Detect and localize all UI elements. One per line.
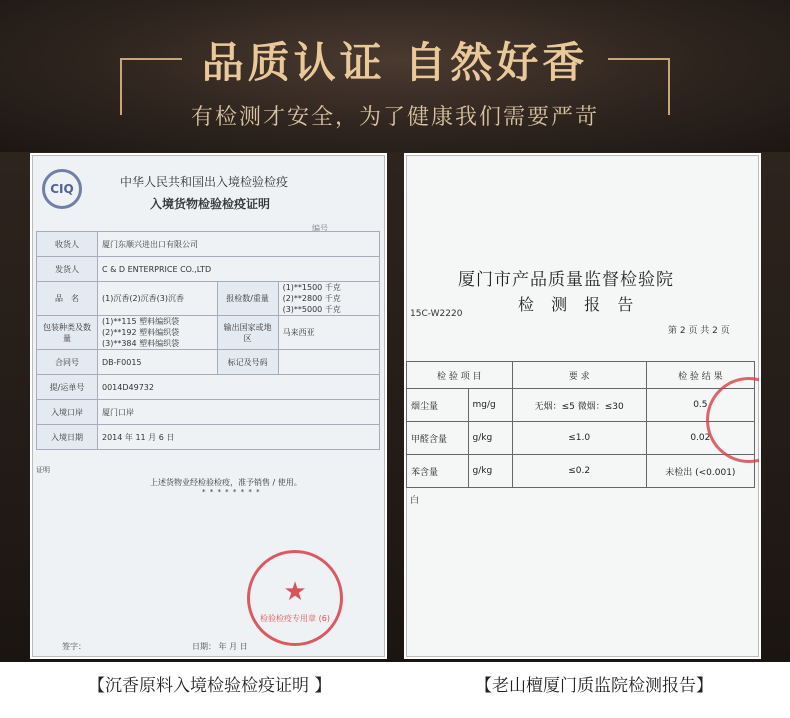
test-report bbox=[404, 153, 761, 659]
table-row bbox=[37, 400, 380, 425]
item-cell: 苯含量 bbox=[407, 455, 469, 488]
unit-cell: g/kg bbox=[468, 455, 512, 488]
row-value bbox=[278, 350, 379, 375]
report-page: 第 2 页 共 2 页 bbox=[668, 326, 730, 336]
table-row bbox=[407, 389, 755, 422]
row-label: 收货人 bbox=[37, 232, 98, 257]
unit-cell: g/kg bbox=[468, 422, 512, 455]
row-label: 标记及号码 bbox=[217, 350, 278, 375]
row-value: (1)沉香(2)沉香(3)沉香 bbox=[98, 282, 218, 316]
row-value: DB-F0015 bbox=[98, 350, 218, 375]
result-cell: 0.5 bbox=[646, 389, 754, 422]
certificate-title: 中华人民共和国出入境检验检疫 bbox=[120, 175, 289, 189]
statement-stars: * * * * * * * * bbox=[202, 488, 261, 496]
report-title: 检 测 报 告 bbox=[518, 295, 640, 314]
report-code: 15C-W2220 bbox=[410, 309, 463, 319]
stamp-label: 检验检疫专用章 (6) bbox=[260, 614, 330, 623]
inspection-certificate bbox=[30, 153, 387, 659]
col-header: 要 求 bbox=[512, 362, 646, 389]
unit-cell: mg/g bbox=[468, 389, 512, 422]
ciq-logo-icon: CIQ bbox=[42, 169, 82, 209]
caption-left: 【沉香原料入境检验检疫证明 】 bbox=[88, 676, 332, 696]
table-row bbox=[37, 375, 380, 400]
row-value: 2014 年 11 月 6 日 bbox=[98, 425, 380, 450]
date-label: 日期： 年 月 日 bbox=[192, 642, 248, 651]
report-footnote: 白 bbox=[410, 496, 420, 506]
row-label: 入境日期 bbox=[37, 425, 98, 450]
row-value: (1)**1500 千克 (2)**2800 千克 (3)**5000 千克 bbox=[278, 282, 379, 316]
official-stamp-icon bbox=[247, 550, 343, 646]
row-label: 包装种类及数量 bbox=[37, 316, 98, 350]
row-label: 入境口岸 bbox=[37, 400, 98, 425]
row-value: (1)**115 塑料编织袋 (2)**192 塑料编织袋 (3)**384 塑料编织袋 bbox=[98, 316, 218, 350]
result-cell: 0.02 bbox=[646, 422, 754, 455]
row-value: C & D ENTERPRICE CO.,LTD bbox=[98, 257, 380, 282]
certificate-table bbox=[36, 231, 380, 450]
report-institute: 厦门市产品质量监督检验院 bbox=[458, 270, 674, 290]
row-label: 提/运单号 bbox=[37, 375, 98, 400]
result-cell: 未检出 (<0.001) bbox=[646, 455, 754, 488]
item-cell: 甲醛含量 bbox=[407, 422, 469, 455]
table-row bbox=[37, 316, 380, 350]
row-label: 输出国家或地区 bbox=[217, 316, 278, 350]
table-header-row bbox=[407, 362, 755, 389]
certification-label: 证明 bbox=[36, 466, 50, 474]
req-cell: ≤0.2 bbox=[512, 455, 646, 488]
row-value: 马来西亚 bbox=[278, 316, 379, 350]
report-table bbox=[406, 361, 755, 488]
req-cell: 无烟：≤5 微烟：≤30 bbox=[512, 389, 646, 422]
req-cell: ≤1.0 bbox=[512, 422, 646, 455]
signature-label: 签字： bbox=[62, 642, 86, 651]
table-row bbox=[37, 425, 380, 450]
item-cell: 烟尘量 bbox=[407, 389, 469, 422]
row-value: 厦门口岸 bbox=[98, 400, 380, 425]
row-label: 发货人 bbox=[37, 257, 98, 282]
subline: 有检测才安全，为了健康我们需要严苛 bbox=[190, 105, 599, 130]
caption-right: 【老山檀厦门质监院检测报告】 bbox=[475, 676, 713, 696]
certification-statement: 上述货物业经检验检疫，准予销售 / 使用。 bbox=[150, 478, 302, 487]
table-row bbox=[37, 232, 380, 257]
table-row bbox=[37, 257, 380, 282]
row-value: 0014D49732 bbox=[98, 375, 380, 400]
table-row bbox=[37, 282, 380, 316]
headline: 品质认证 自然好香 bbox=[201, 38, 589, 87]
table-row bbox=[37, 350, 380, 375]
table-row bbox=[407, 455, 755, 488]
certificate-subtitle: 入境货物检验检疫证明 bbox=[150, 197, 271, 211]
col-header: 检 验 项 目 bbox=[407, 362, 513, 389]
row-value: 厦门东顺兴进出口有限公司 bbox=[98, 232, 380, 257]
certificate-number-label: 编号 bbox=[312, 224, 328, 233]
row-label: 报检数/重量 bbox=[217, 282, 278, 316]
table-row bbox=[407, 422, 755, 455]
col-header: 检 验 结 果 bbox=[646, 362, 754, 389]
row-label: 合同号 bbox=[37, 350, 98, 375]
row-label: 品 名 bbox=[37, 282, 98, 316]
stamp-star-icon: ★ bbox=[283, 577, 307, 607]
